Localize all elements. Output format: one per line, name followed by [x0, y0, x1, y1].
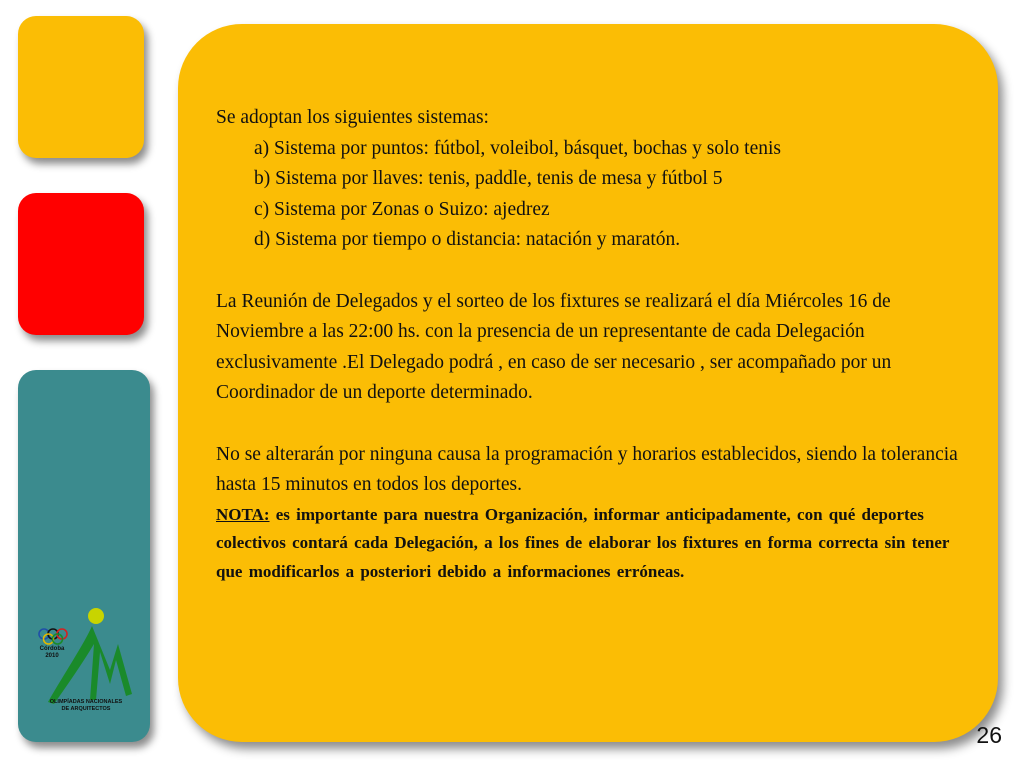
systems-intro: Se adoptan los siguientes sistemas:	[216, 107, 489, 128]
system-item-c: c) Sistema por Zonas o Suizo: ajedrez	[254, 198, 550, 220]
logo-year: 2010	[45, 653, 59, 659]
logo-city: Córdoba	[39, 646, 65, 652]
olympic-rings-icon	[39, 629, 67, 644]
note-text: es importante para nuestra Organización, informar anticipadamente, con qué deportes colectivos contará cada Delegación, a los fines de elaborar los fixtures en forma correcta sin tener que modificarlos a posteriori debido a informaciones erróneas.	[216, 504, 950, 581]
logo-caption-line2: DE ARQUITECTOS	[61, 706, 111, 712]
logo-caption	[30, 699, 142, 713]
red-decor-block	[18, 193, 144, 335]
logo-city-text	[36, 646, 68, 660]
note-label: NOTA:	[216, 504, 270, 524]
schedule-paragraph: No se alterarán por ninguna causa la programación y horarios establecidos, siendo la tolerancia hasta 15 minutos en todos los deportes.	[216, 443, 958, 495]
system-item-d: d) Sistema por tiempo o distancia: natación y maratón.	[254, 229, 681, 250]
meeting-paragraph: La Reunión de Delegados y el sorteo de los fixtures se realizará el día Miércoles 16 de Noviembre a las 22:00 hs. con la presencia de un representante de cada Delegación exclusivamente .El Delegado podrá , en caso de ser necesario , ser acompañado por un Coordinador de un deporte determinado.	[216, 290, 892, 403]
note-paragraph	[216, 501, 976, 587]
system-item-b: b) Sistema por llaves: tenis, paddle, tenis de mesa y fútbol 5	[254, 168, 723, 189]
yellow-decor-block	[18, 16, 144, 158]
figure-body-icon	[48, 626, 132, 704]
system-item-a: a) Sistema por puntos: fútbol, voleibol, básquet, bochas y solo tenis	[254, 137, 781, 159]
logo-caption-line1: OLIMPÍADAS NACIONALES	[49, 699, 123, 705]
spacer	[216, 409, 976, 440]
page-number: 26	[976, 722, 1002, 748]
content-body	[216, 103, 976, 586]
figure-head-icon	[88, 608, 104, 624]
spacer	[216, 256, 976, 287]
